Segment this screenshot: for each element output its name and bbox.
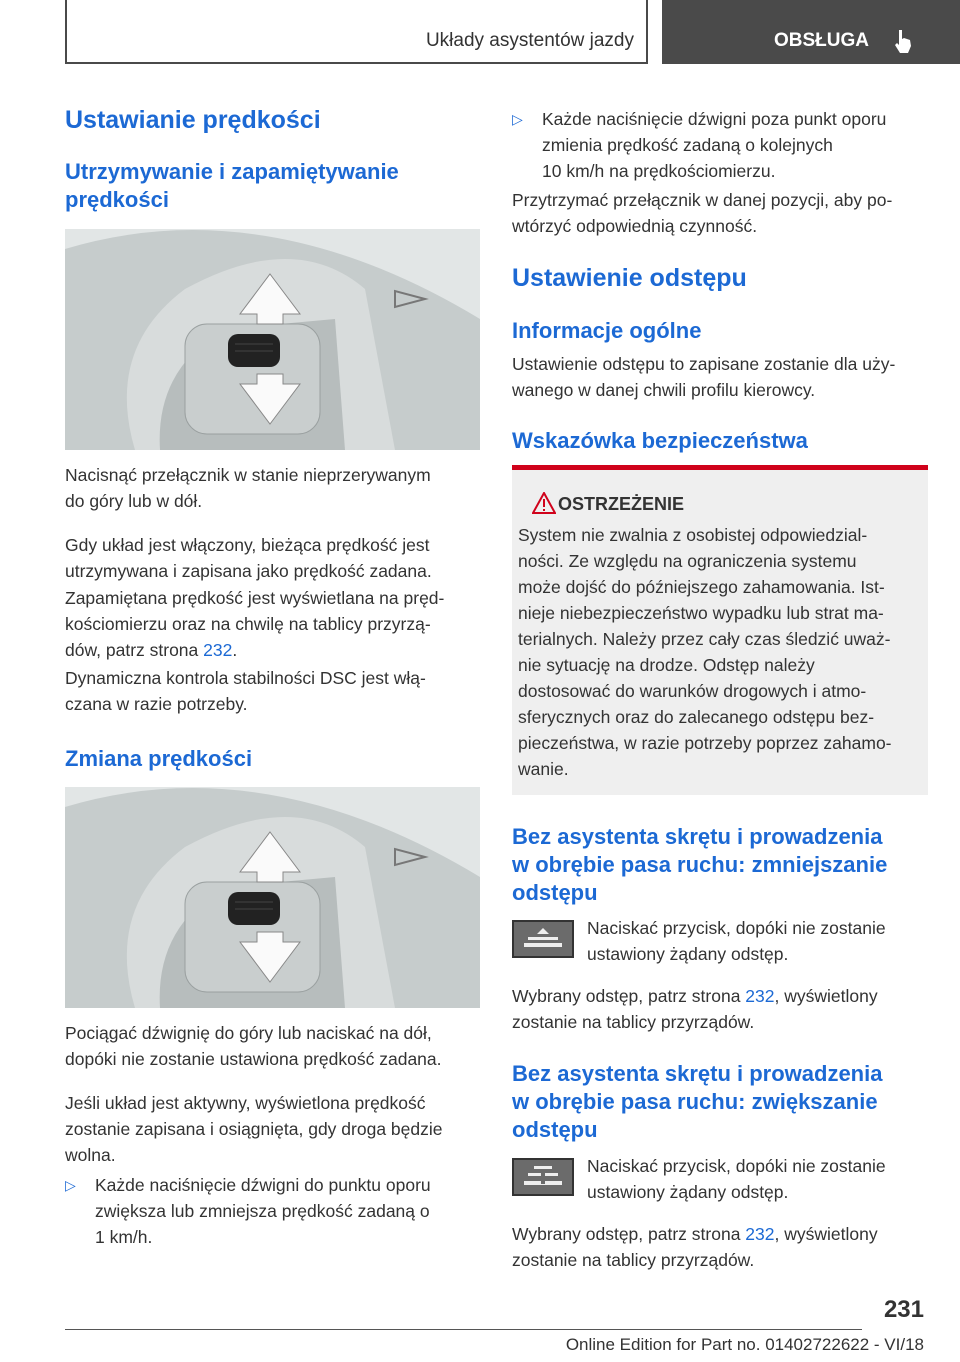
paragraph-press-switch: Nacisnąć przełącznik w stanie nieprzerywanym do góry lub w dół. — [65, 465, 431, 511]
warning-title: OSTRZEŻENIE — [558, 494, 685, 514]
page-link[interactable]: 232 — [745, 1224, 775, 1244]
distance-increase-icon — [514, 1160, 572, 1194]
increase-distance-button-icon — [512, 1158, 574, 1196]
chapter-tab-label: OBSŁUGA — [774, 30, 869, 51]
running-header-section — [65, 0, 648, 64]
steering-wheel-illustration — [65, 229, 480, 450]
page-number: 231 — [883, 1296, 924, 1323]
edition-note: Online Edition for Part no. 01402722622 - VI/18 — [565, 1335, 924, 1354]
section-title: Układy asystentów jazdy — [425, 30, 634, 51]
paragraph-press-button-decrease: Naciskać przycisk, dopóki nie zostanie ustawiony żądany odstęp. — [587, 918, 886, 964]
subheading-decrease-distance: Bez asystenta skrętu i prowadzenia w obrębie pasa ruchu: zmniejszanie odstępu — [512, 824, 888, 905]
paragraph-stored-speed: Zapamiętana prędkość jest wyświetlana na pręd‐ kościomierzu oraz na chwilę na tablicy przyrzą‐ dów, patrz strona 232. — [65, 588, 445, 660]
heading-speed-setting: Ustawianie prędkości — [65, 106, 321, 134]
page-link[interactable]: 232 — [745, 986, 775, 1006]
paragraph-hold-switch: Przytrzymać przełącznik w danej pozycji, aby po‐ wtórzyć odpowiednią czynność. — [512, 190, 893, 236]
distance-decrease-icon — [514, 922, 572, 956]
warning-text: System nie zwalnia z osobistej odpowiedzial‐ ności. Ze względu na ograniczenia systemu może dojść do późniejszego zahamowania. Ist‐ nieje niebezpieczeństwo wypadku lub strat ma‐ terialnych. Należy przez cały czas śledzić uważ‐ nie sytuację na drodze. Odstęp należy dostosować do warunków drogowych i atmo‐ sferycznych oraz do zalecanego odstępu bez‐ pieczeństwa, w razie potrzeby poprzez zahamo‐ wanie. — [518, 525, 892, 779]
warning-box — [512, 465, 928, 795]
subheading-hold-speed — [65, 158, 399, 214]
heading-distance-setting: Ustawienie odstępu — [512, 264, 747, 292]
bullet-item-1kmh: ▷ Każde naciśnięcie dźwigni do punktu oporu zwiększa lub zmniejsza prędkość zadaną o 1 km/h. — [95, 1172, 431, 1250]
page-link[interactable]: 232 — [203, 640, 233, 660]
bullet-item-10kmh: ▷ Każde naciśnięcie dźwigni poza punkt oporu zmienia prędkość zadaną o kolejnych 10 km/h na prędkościomierzu. — [542, 106, 886, 184]
paragraph-pull-lever: Pociągać dźwignię do góry lub naciskać na dół, dopóki nie zostanie ustawiona prędkość zadana. — [65, 1023, 442, 1069]
subheading-safety-note: Wskazówka bezpieczeństwa — [512, 428, 808, 453]
decrease-distance-button-icon — [512, 920, 574, 958]
footer-divider — [65, 1329, 862, 1330]
steering-wheel-illustration — [65, 787, 480, 1008]
paragraph-selected-distance-2: Wybrany odstęp, patrz strona 232, wyświetlony zostanie na tablicy przyrządów. — [512, 1224, 878, 1270]
paragraph-selected-distance-1: Wybrany odstęp, patrz strona 232, wyświetlony zostanie na tablicy przyrządów. — [512, 986, 878, 1032]
subheading-change-speed: Zmiana prędkości — [65, 746, 253, 771]
subheading-increase-distance: Bez asystenta skrętu i prowadzenia w obrębie pasa ruchu: zwiększanie odstępu — [512, 1061, 883, 1142]
subheading-line: prędkości — [65, 187, 169, 212]
subheading-line: Utrzymywanie i zapamiętywanie — [65, 159, 399, 184]
paragraph-system-on: Gdy układ jest włączony, bieżąca prędkość jest utrzymywana i zapisana jako prędkość zadana. — [65, 535, 432, 581]
warning-triangle-icon — [532, 492, 556, 514]
bullet-triangle-icon: ▷ — [65, 1177, 76, 1193]
paragraph-dsc: Dynamiczna kontrola stabilności DSC jest włą‐ czana w razie potrzeby. — [65, 668, 426, 714]
hand-pointer-icon — [892, 28, 914, 54]
paragraph-press-button-increase: Naciskać przycisk, dopóki nie zostanie ustawiony żądany odstęp. — [587, 1156, 886, 1202]
bullet-triangle-icon: ▷ — [512, 111, 523, 127]
chapter-tab — [662, 0, 960, 64]
subheading-general-info: Informacje ogólne — [512, 318, 702, 343]
steering-wheel-lever-photo-2 — [65, 787, 480, 1008]
paragraph-active: Jeśli układ jest aktywny, wyświetlona prędkość zostanie zapisana i osiągnięta, gdy droga będzie wolna. — [65, 1093, 443, 1165]
steering-wheel-lever-photo — [65, 229, 480, 450]
paragraph-distance-profile: Ustawienie odstępu to zapisane zostanie dla uży‐ wanego w danej chwili profilu kierowcy. — [512, 354, 896, 400]
